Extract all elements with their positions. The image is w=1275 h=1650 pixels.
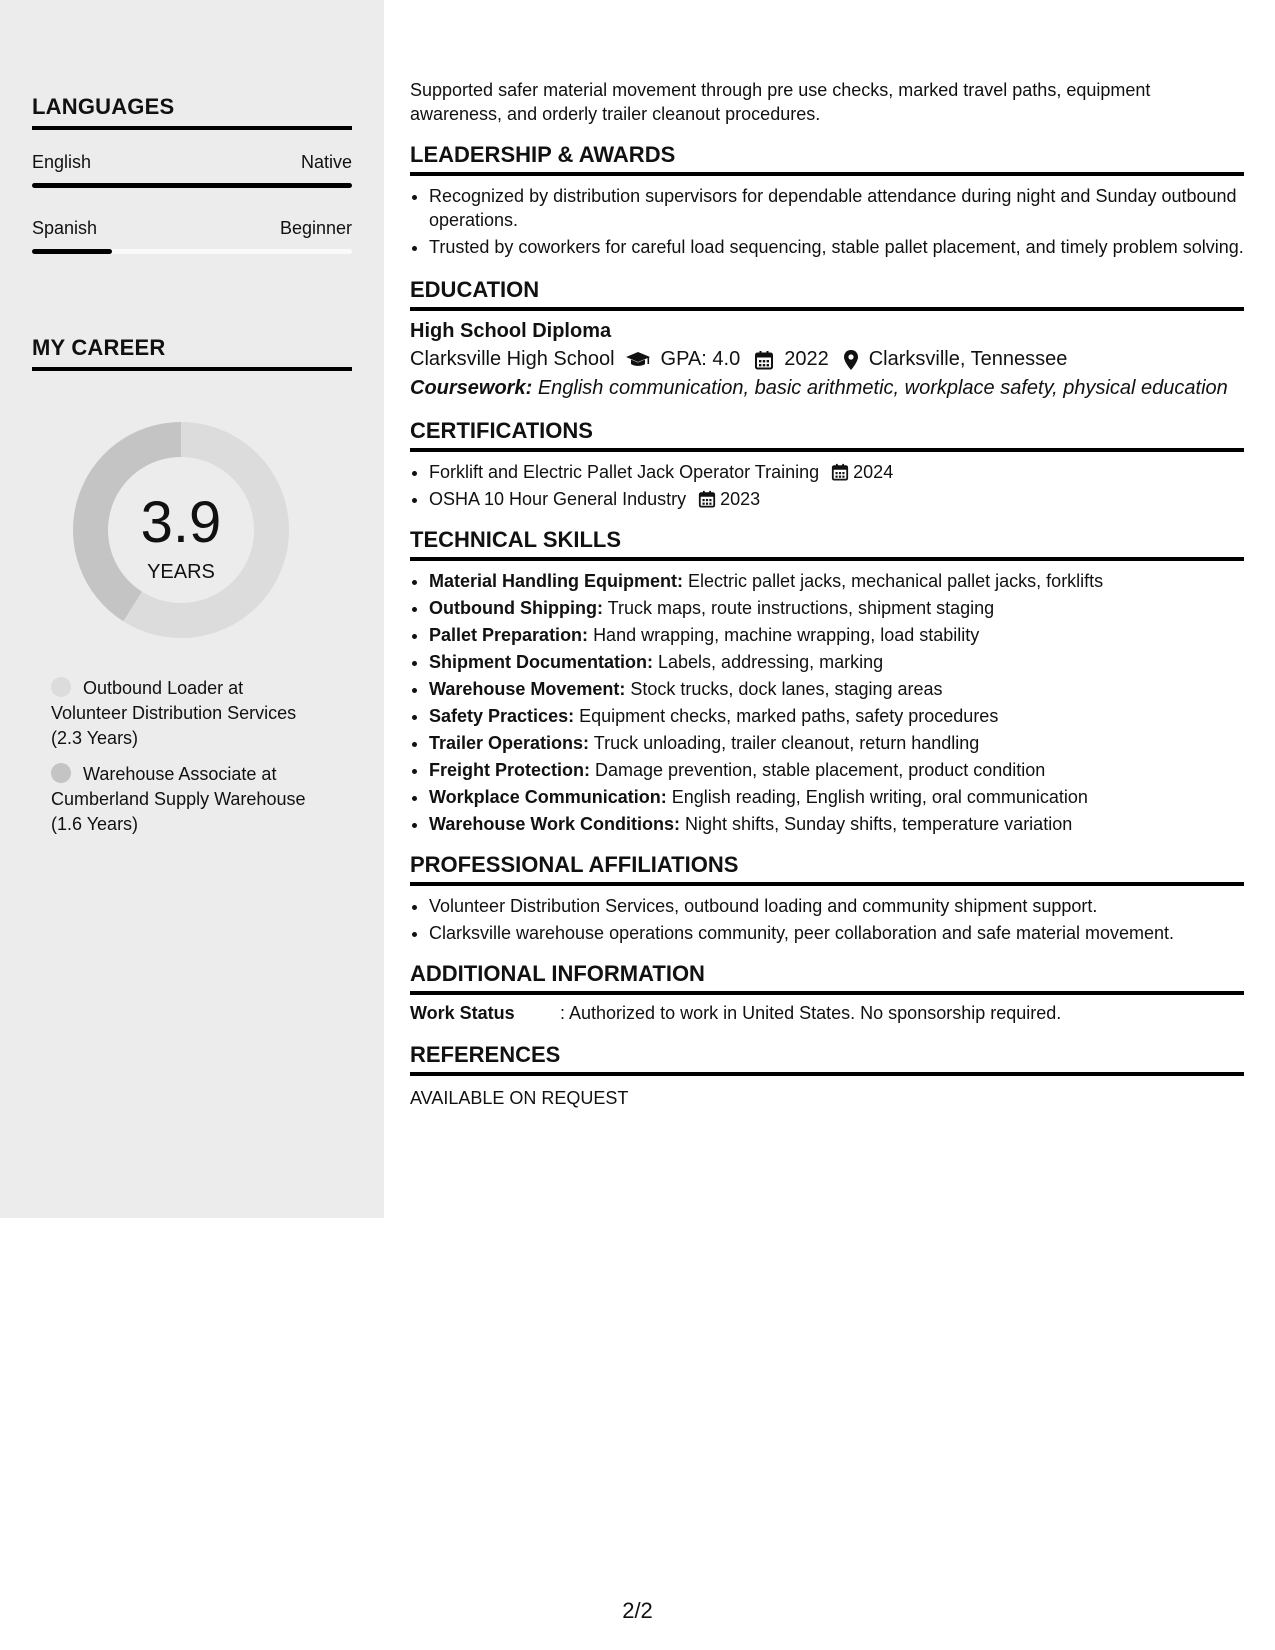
language-item <box>32 152 352 188</box>
language-level: Native <box>300 152 352 172</box>
skill-label: Warehouse Work Conditions: <box>429 814 681 834</box>
skill-text: Damage prevention, stable placement, product condition <box>595 760 1046 780</box>
education-title: EDUCATION <box>410 277 1244 311</box>
skill-text: Night shifts, Sunday shifts, temperature variation <box>685 814 1073 834</box>
language-proficiency-fill <box>32 183 352 188</box>
skill-text: Labels, addressing, marking <box>658 652 884 672</box>
education-degree: High School Diploma <box>410 320 612 342</box>
skill-label: Safety Practices: <box>429 706 575 726</box>
skill-label: Freight Protection: <box>429 760 590 780</box>
career-heading: MY CAREER <box>32 335 352 371</box>
list-item <box>429 677 1244 701</box>
skill-label: Trailer Operations: <box>429 733 590 753</box>
language-name: Spanish <box>32 218 98 238</box>
work-status-row <box>410 1003 1244 1024</box>
career-legend <box>51 676 321 848</box>
language-proficiency-bar <box>32 249 352 254</box>
language-level: Beginner <box>279 218 352 238</box>
list-item <box>429 704 1244 728</box>
leadership-title: LEADERSHIP & AWARDS <box>410 142 1244 176</box>
skill-label: Pallet Preparation: <box>429 625 589 645</box>
list-item <box>429 623 1244 647</box>
references-title: REFERENCES <box>410 1042 1244 1076</box>
list-item <box>429 569 1244 593</box>
education-meta <box>410 348 1244 371</box>
page-number: 2/2 <box>622 1598 653 1623</box>
career-section <box>32 335 352 371</box>
career-donut-chart <box>66 415 296 645</box>
calendar-icon <box>754 350 774 370</box>
list-item <box>429 758 1244 782</box>
leadership-list <box>410 184 1244 259</box>
skill-text: Hand wrapping, machine wrapping, load stability <box>593 625 980 645</box>
list-item <box>429 731 1244 755</box>
sidebar <box>0 0 384 1218</box>
list-item: • Clarksville warehouse operations community, peer collaboration and safe material movement. <box>429 921 1244 945</box>
affiliations-list <box>410 894 1244 945</box>
list-item <box>429 487 1244 511</box>
education-year: 2022 <box>784 348 829 370</box>
additional-info-title: ADDITIONAL INFORMATION <box>410 961 1244 995</box>
career-total-years: 3.9 <box>140 490 222 555</box>
career-legend-text: Warehouse Associate at Cumberland Supply Warehouse (1.6 Years) <box>51 764 306 834</box>
list-item <box>429 460 1244 484</box>
language-name: English <box>32 152 92 172</box>
education-gpa: GPA: 4.0 <box>660 348 741 370</box>
list-item <box>429 596 1244 620</box>
skill-text: Electric pallet jacks, mechanical pallet jacks, forklifts <box>688 571 1104 591</box>
language-proficiency-bar <box>32 183 352 188</box>
list-item <box>429 650 1244 674</box>
references-text: AVAILABLE ON REQUEST <box>410 1088 629 1108</box>
career-total-unit: YEARS <box>147 561 215 583</box>
coursework-label: Coursework: <box>410 377 533 399</box>
legend-dot-icon <box>51 677 71 697</box>
skill-label: Shipment Documentation: <box>429 652 653 672</box>
certification-year: 2023 <box>720 489 761 509</box>
list-item <box>429 812 1244 836</box>
skills-list <box>410 569 1244 836</box>
list-item <box>429 785 1244 809</box>
education-coursework <box>410 377 1244 400</box>
skill-text: Stock trucks, dock lanes, staging areas <box>630 679 943 699</box>
graduation-cap-icon <box>625 350 651 370</box>
skills-title: TECHNICAL SKILLS <box>410 527 1244 561</box>
location-pin-icon <box>843 349 859 371</box>
work-status-label: Work Status <box>410 1003 515 1023</box>
legend-dot-icon <box>51 763 71 783</box>
skill-label: Material Handling Equipment: <box>429 571 684 591</box>
languages-section <box>32 94 352 254</box>
list-item: • Volunteer Distribution Services, outbound loading and community shipment support. <box>429 894 1244 918</box>
skill-text: English reading, English writing, oral communication <box>671 787 1088 807</box>
skill-label: Workplace Communication: <box>429 787 667 807</box>
education-school: Clarksville High School <box>410 348 615 370</box>
skill-text: Truck maps, route instructions, shipment staging <box>607 598 995 618</box>
certifications-title: CERTIFICATIONS <box>410 418 1244 452</box>
list-item: • Recognized by distribution supervisors for dependable attendance during night and Sunday outbound operations. <box>429 184 1244 232</box>
certifications-list <box>410 460 1244 511</box>
language-proficiency-fill <box>32 249 112 254</box>
main-content <box>410 78 1244 1109</box>
education-location: Clarksville, Tennessee <box>868 348 1068 370</box>
language-item <box>32 218 352 254</box>
experience-continuation: Supported safer material movement through pre use checks, marked travel paths, equipment awareness, and orderly trailer cleanout procedures. <box>410 80 1151 124</box>
career-legend-item <box>51 762 321 837</box>
calendar-icon <box>698 490 716 508</box>
certification-name: OSHA 10 Hour General Industry <box>429 489 687 509</box>
skill-text: Truck unloading, trailer cleanout, return handling <box>593 733 980 753</box>
languages-heading: LANGUAGES <box>32 94 352 130</box>
calendar-icon <box>831 463 849 481</box>
affiliations-title: PROFESSIONAL AFFILIATIONS <box>410 852 1244 886</box>
skill-text: Equipment checks, marked paths, safety procedures <box>579 706 999 726</box>
skill-label: Outbound Shipping: <box>429 598 603 618</box>
certification-name: Forklift and Electric Pallet Jack Operator Training <box>429 462 820 482</box>
coursework-text: English communication, basic arithmetic, workplace safety, physical education <box>537 377 1228 399</box>
list-item: • Trusted by coworkers for careful load sequencing, stable pallet placement, and timely problem solving. <box>429 235 1244 259</box>
work-status-value: : Authorized to work in United States. No sponsorship required. <box>560 1003 1062 1023</box>
career-legend-text: Outbound Loader at Volunteer Distribution Services (2.3 Years) <box>51 678 297 748</box>
skill-label: Warehouse Movement: <box>429 679 626 699</box>
certification-year: 2024 <box>853 462 894 482</box>
career-legend-item <box>51 676 321 751</box>
